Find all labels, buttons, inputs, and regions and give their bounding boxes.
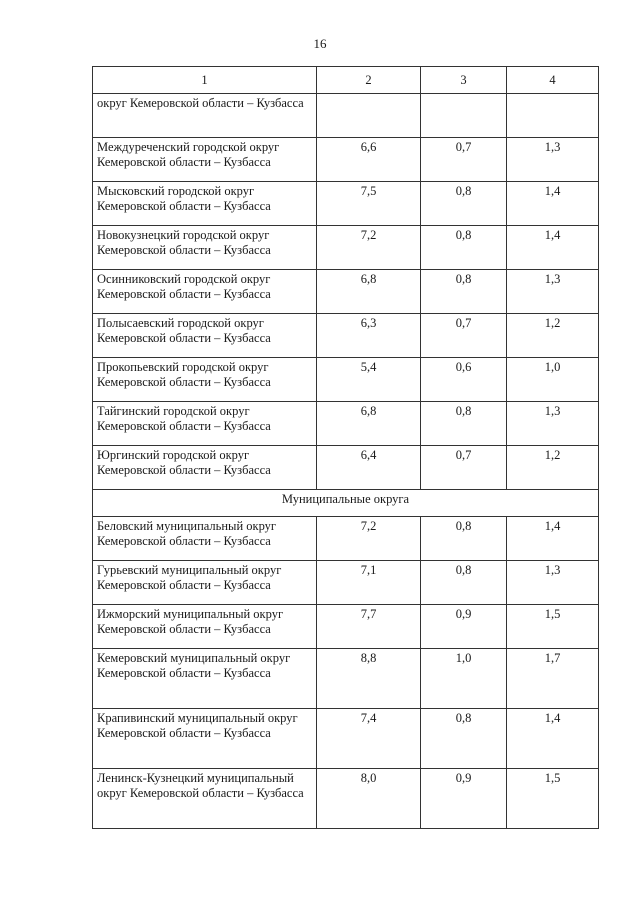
value-col-3: 0,7 bbox=[421, 314, 507, 358]
value-col-2: 8,8 bbox=[317, 649, 421, 709]
table-row bbox=[93, 226, 599, 270]
municipality-name: Полысаевский городской округ Кемеровской области – Кузбасса bbox=[93, 314, 317, 358]
value-col-3: 0,8 bbox=[421, 561, 507, 605]
municipality-name: Кемеровский муниципальный округ Кемеровской области – Кузбасса bbox=[93, 649, 317, 709]
table-row bbox=[93, 561, 599, 605]
value-col-3: 0,8 bbox=[421, 517, 507, 561]
value-col-2 bbox=[317, 94, 421, 138]
value-col-4: 1,2 bbox=[507, 314, 599, 358]
municipality-name: Тайгинский городской округ Кемеровской области – Кузбасса bbox=[93, 402, 317, 446]
section-title: Муниципальные округа bbox=[93, 490, 599, 517]
value-col-2: 7,1 bbox=[317, 561, 421, 605]
value-col-4: 1,4 bbox=[507, 182, 599, 226]
value-col-4: 1,4 bbox=[507, 517, 599, 561]
value-col-2: 6,8 bbox=[317, 402, 421, 446]
municipality-name: Гурьевский муниципальный округ Кемеровской области – Кузбасса bbox=[93, 561, 317, 605]
value-col-4: 1,5 bbox=[507, 605, 599, 649]
value-col-4: 1,4 bbox=[507, 709, 599, 769]
municipality-name: Ленинск-Кузнецкий муниципальный округ Кемеровской области – Кузбасса bbox=[93, 769, 317, 829]
value-col-4: 1,3 bbox=[507, 270, 599, 314]
value-col-4: 1,3 bbox=[507, 402, 599, 446]
municipality-name: Мысковский городской округ Кемеровской области – Кузбасса bbox=[93, 182, 317, 226]
header-row bbox=[93, 67, 599, 94]
value-col-3: 0,8 bbox=[421, 270, 507, 314]
municipality-name: Осинниковский городской округ Кемеровской области – Кузбасса bbox=[93, 270, 317, 314]
municipality-name: Новокузнецкий городской округ Кемеровской области – Кузбасса bbox=[93, 226, 317, 270]
value-col-4: 1,7 bbox=[507, 649, 599, 709]
table-row bbox=[93, 182, 599, 226]
value-col-3: 0,9 bbox=[421, 605, 507, 649]
value-col-2: 8,0 bbox=[317, 769, 421, 829]
value-col-4 bbox=[507, 94, 599, 138]
value-col-3 bbox=[421, 94, 507, 138]
value-col-3: 0,9 bbox=[421, 769, 507, 829]
value-col-2: 7,2 bbox=[317, 226, 421, 270]
value-col-4: 1,4 bbox=[507, 226, 599, 270]
value-col-2: 7,4 bbox=[317, 709, 421, 769]
municipality-name: Юргинский городской округ Кемеровской области – Кузбасса bbox=[93, 446, 317, 490]
table-row bbox=[93, 270, 599, 314]
column-header: 4 bbox=[507, 67, 599, 94]
table-row bbox=[93, 402, 599, 446]
value-col-2: 6,3 bbox=[317, 314, 421, 358]
section-row bbox=[93, 490, 599, 517]
column-header: 1 bbox=[93, 67, 317, 94]
value-col-4: 1,0 bbox=[507, 358, 599, 402]
value-col-4: 1,2 bbox=[507, 446, 599, 490]
value-col-3: 0,8 bbox=[421, 402, 507, 446]
value-col-3: 1,0 bbox=[421, 649, 507, 709]
table-row bbox=[93, 709, 599, 769]
table-row bbox=[93, 94, 599, 138]
table-row bbox=[93, 314, 599, 358]
table-row bbox=[93, 446, 599, 490]
value-col-2: 7,7 bbox=[317, 605, 421, 649]
value-col-2: 6,4 bbox=[317, 446, 421, 490]
table-row bbox=[93, 138, 599, 182]
municipality-name: Крапивинский муниципальный округ Кемеровской области – Кузбасса bbox=[93, 709, 317, 769]
table-row bbox=[93, 517, 599, 561]
value-col-4: 1,3 bbox=[507, 138, 599, 182]
value-col-2: 7,2 bbox=[317, 517, 421, 561]
municipality-name: Ижморский муниципальный округ Кемеровской области – Кузбасса bbox=[93, 605, 317, 649]
value-col-2: 6,8 bbox=[317, 270, 421, 314]
value-col-2: 5,4 bbox=[317, 358, 421, 402]
value-col-3: 0,8 bbox=[421, 709, 507, 769]
value-col-3: 0,7 bbox=[421, 446, 507, 490]
table-row bbox=[93, 769, 599, 829]
table-row bbox=[93, 605, 599, 649]
municipality-name: Междуреченский городской округ Кемеровской области – Кузбасса bbox=[93, 138, 317, 182]
value-col-3: 0,7 bbox=[421, 138, 507, 182]
municipality-name: округ Кемеровской области – Кузбасса bbox=[93, 94, 317, 138]
column-header: 3 bbox=[421, 67, 507, 94]
value-col-3: 0,6 bbox=[421, 358, 507, 402]
value-col-2: 6,6 bbox=[317, 138, 421, 182]
page-number: 16 bbox=[313, 36, 327, 51]
table-row bbox=[93, 649, 599, 709]
value-col-4: 1,3 bbox=[507, 561, 599, 605]
value-col-4: 1,5 bbox=[507, 769, 599, 829]
value-col-2: 7,5 bbox=[317, 182, 421, 226]
value-col-3: 0,8 bbox=[421, 226, 507, 270]
data-table bbox=[92, 66, 599, 829]
municipality-name: Прокопьевский городской округ Кемеровской области – Кузбасса bbox=[93, 358, 317, 402]
value-col-3: 0,8 bbox=[421, 182, 507, 226]
municipality-name: Беловский муниципальный округ Кемеровской области – Кузбасса bbox=[93, 517, 317, 561]
column-header: 2 bbox=[317, 67, 421, 94]
table-row bbox=[93, 358, 599, 402]
